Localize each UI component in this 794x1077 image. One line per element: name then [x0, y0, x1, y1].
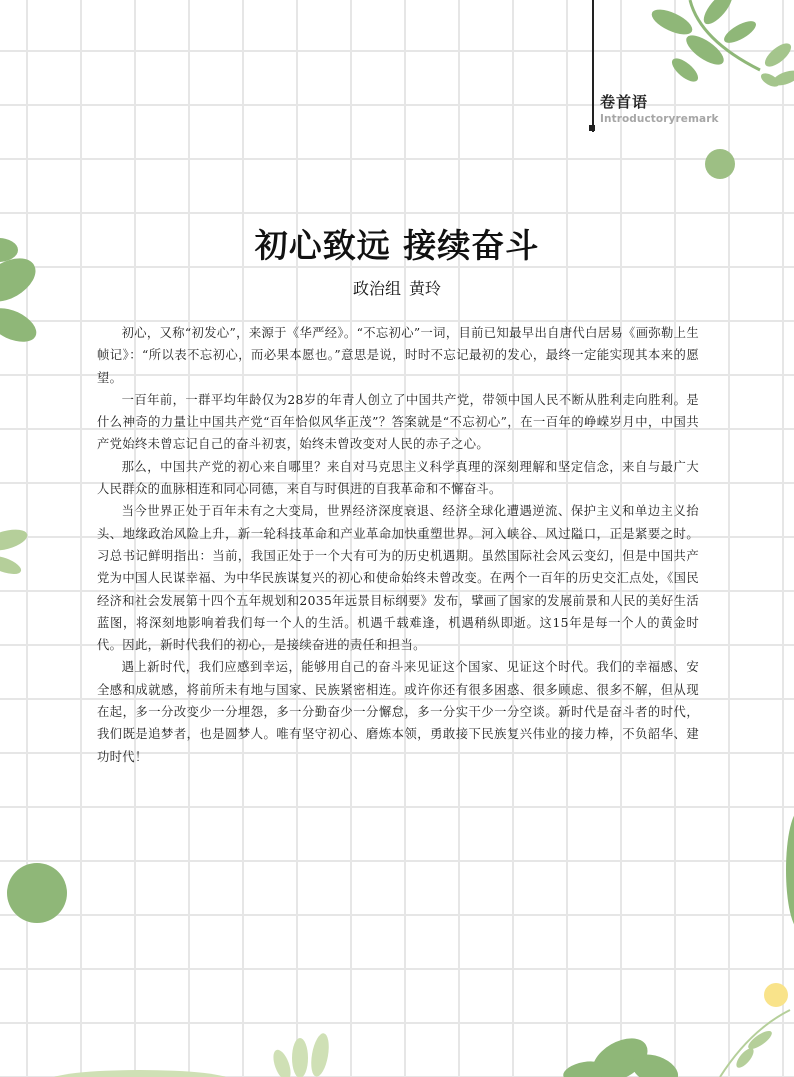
green-dot-top	[705, 149, 735, 179]
paragraph: 当今世界正处于百年未有之大变局，世界经济深度衰退、经济全球化遭遇逆流、保护主义和单边主义抬头、地缘政治风险上升，新一轮科技革命和产业革命加快重塑世界。河入峡谷、风过隘口，正是紧要之时。习总书记鲜明指出：当前，我国正处于一个大有可为的历史机遇期。虽然国际社会风云变幻，但是中国共产党为中国人民谋幸福、为中华民族谋复兴的初心和使命始终未曾改变。在两个一百年的历史交汇点处，《国民经济和社会发展第十四个五年规划和2035年远景目标纲要》发布，擘画了国家的发展前景和人民的美好生活蓝图，将深刻地影响着我们每一个人的生活。机遇千载难逢，机遇稍纵即逝。这15年是每一个人的黄金时代。因此，新时代我们的初心，是接续奋进的责任和担当。	[97, 504, 699, 653]
author-name: 黄玲	[409, 279, 442, 298]
column-subtitle: Introductoryremark	[600, 113, 719, 125]
leaf-branch-corner-right	[759, 39, 794, 89]
leaf-bottom-right	[562, 1029, 683, 1077]
paragraph: 初心，又称“初发心”，来源于《华严经》。“不忘初心”一词，目前已知最早出自唐代白居易《画弥勒上生帧记》：“所以表不忘初心，而必果本愿也。”意思是说，时时不忘记最初的发心，最终一定能实现其本来的愿望。	[97, 326, 699, 385]
leaf-bottom-left	[50, 1070, 230, 1077]
paragraph: 一百年前，一群平均年龄仅为28岁的年青人创立了中国共产党，带领中国人民不断从胜利走向胜利。是什么神奇的力量让中国共产党“百年恰似风华正茂”？答案就是“不忘初心”，在一百年的峥嵘岁月中，中国共产党始终未曾忘记自己的奋斗初衷，始终未曾改变对人民的赤子之心。	[97, 392, 699, 452]
article-title: 初心致远 接续奋斗	[254, 226, 540, 265]
yellow-dot	[764, 983, 788, 1007]
paragraph: 那么，中国共产党的初心来自哪里？来自对马克思主义科学真理的深刻理解和坚定信念，来自与最广大人民群众的血脉相连和同心同德，来自与时俱进的自我革命和不懈奋斗。	[97, 459, 699, 497]
green-dot-left	[7, 863, 67, 923]
header-divider-line	[592, 0, 594, 132]
paragraph: 遇上新时代，我们应感到幸运，能够用自己的奋斗来见证这个国家、见证这个时代。我们的幸福感、安全感和成就感，将前所未有地与国家、民族紧密相连。或许你还有很多困惑、很多顾虑、很多不解，但从现在起，多一分改变少一分埋怨，多一分勤奋少一分懈怠，多一分实干少一分空谈。新时代是奋斗者的时代，我们既是追梦者，也是圆梦人。唯有坚守初心、磨炼本领，勇敢接下民族复兴伟业的接力棒，不负韶华、建功时代！	[97, 660, 699, 764]
column-title: 卷首语	[600, 93, 649, 111]
leaf-right-edge	[786, 810, 794, 930]
header-divider-marker	[589, 125, 595, 131]
leaf-branch-top-right	[648, 0, 760, 86]
leaf-bottom-right-sprig	[720, 1010, 790, 1077]
leaf-left-middle	[0, 526, 30, 578]
article-body	[97, 322, 699, 768]
author-group: 政治组	[352, 279, 401, 298]
article-author	[0, 276, 794, 299]
leaf-bottom-center	[270, 1032, 332, 1077]
